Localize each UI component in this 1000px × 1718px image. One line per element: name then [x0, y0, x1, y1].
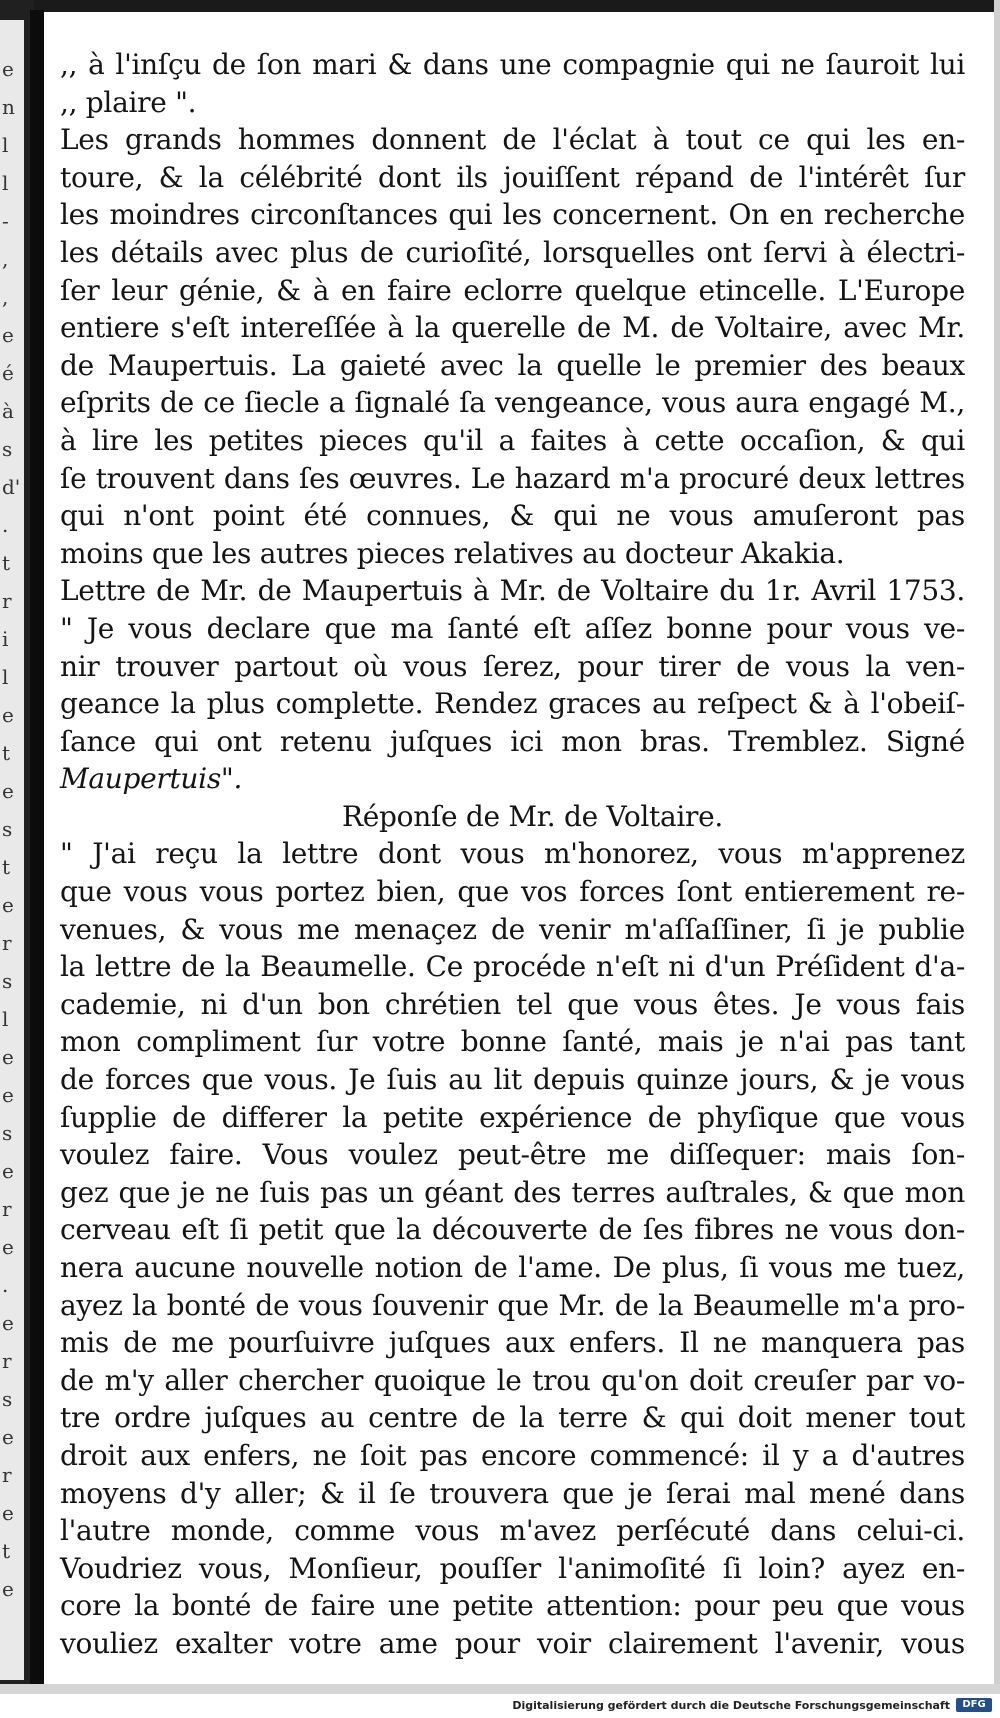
- fragment: ,: [2, 285, 9, 309]
- text-line: tre ordre juſques au centre de la terre & qui doit mener tout: [60, 1401, 965, 1435]
- fragment: r: [2, 931, 12, 955]
- page-right-edge: [994, 0, 1000, 1690]
- fragment: s: [2, 969, 13, 993]
- fragment: t: [2, 741, 11, 765]
- fragment: l: [2, 1007, 9, 1031]
- fragment: ,: [2, 247, 9, 271]
- text-line: nir trouver partout où vous ſerez, pour tirer de vous la ven-: [60, 649, 965, 683]
- fragment: -: [2, 209, 9, 233]
- page-frame-top: [0, 0, 1000, 12]
- fragment: r: [2, 1463, 12, 1487]
- fragment: s: [2, 437, 13, 461]
- text-line: ayez la bonté de vous ſouvenir que Mr. de la Beaumelle m'a pro-: [60, 1288, 965, 1322]
- text-line: cademie, ni d'un bon chrétien tel que vous êtes. Je vous fais: [60, 987, 965, 1021]
- text-line: ſe trouvent dans ſes œuvres. Le hazard m'a procuré deux lettres: [60, 461, 965, 495]
- fragment: l: [2, 133, 9, 157]
- text-line: à lire les petites pieces qu'il a faites à cette occaſion, & qui: [60, 423, 965, 457]
- text-line: core la bonté de faire une petite attention: pour peu que vous: [60, 1589, 965, 1623]
- text-line: moins que les autres pieces relatives au docteur Akakia.: [60, 536, 845, 570]
- text-line: cerveau eſt ſi petit que la découverte de ſes fibres ne vous don-: [60, 1213, 965, 1247]
- fragment: r: [2, 589, 12, 613]
- fragment: i: [2, 627, 9, 651]
- text-line: Voudriez vous, Monſieur, pouſſer l'animoſité ſi loin? ayez en-: [60, 1551, 965, 1585]
- page-bottom-edge: [0, 1684, 1000, 1694]
- text-line: nera aucune nouvelle notion de l'ame. De plus, ſi vous me tuez,: [60, 1251, 965, 1284]
- fragment: t: [2, 1539, 11, 1563]
- fragment: s: [2, 1121, 13, 1145]
- fragment: e: [2, 893, 14, 917]
- text-line: de Maupertuis. La gaieté avec la quelle le premier des beaux: [60, 348, 965, 382]
- fragment: e: [2, 1235, 14, 1259]
- digitization-credit: Digitalisierung gefördert durch die Deutsche Forschungsgemeinschaft: [512, 1699, 950, 1712]
- text-line: que vous vous portez bien, que vos forces ſont entierement re-: [60, 875, 965, 909]
- fragment: e: [2, 1425, 14, 1449]
- previous-page-fragments: [2, 50, 22, 1608]
- text-line: Les grands hommes donnent de l'éclat à tout ce qui les en-: [60, 123, 965, 157]
- text-line: venues, & vous me menaçez de venir m'aſſaſſiner, ſi je publie: [60, 912, 965, 946]
- text-line: " J'ai reçu la lettre dont vous m'honorez, vous m'apprenez: [60, 837, 965, 871]
- fragment: t: [2, 551, 11, 575]
- text-line: ,, plaire ".: [60, 85, 197, 119]
- text-line: de m'y aller chercher quoique le trou qu'on doit creuſer par vo-: [60, 1363, 965, 1397]
- text-line: geance la plus complette. Rendez graces au reſpect & à l'obeiſ-: [60, 687, 965, 721]
- text-line: mon compliment ſur votre bonne ſanté, mais je n'ai pas tant: [60, 1025, 965, 1059]
- text-line: entiere s'eſt intereſſée à la querelle de M. de Voltaire, avec Mr.: [60, 311, 965, 345]
- fragment: e: [2, 779, 14, 803]
- text-line: toure, & la célébrité dont ils jouiſſent répand de l'intérêt ſur: [60, 160, 965, 194]
- fragment: e: [2, 57, 14, 81]
- text-line: eſprits de ce ſiecle a ſignalé ſa vengeance, vous aura engagé M.,: [60, 386, 965, 420]
- text-line: les moindres circonſtances qui les concernent. On en recherche: [60, 198, 965, 232]
- fragment: r: [2, 1197, 12, 1221]
- letter-heading: Lettre de Mr. de Maupertuis à Mr. de Voltaire du 1r. Avril 1753.: [60, 574, 965, 608]
- fragment: .: [2, 1273, 9, 1297]
- text-line: " Je vous declare que ma ſanté eſt aſſez bonne pour vous ve-: [60, 611, 965, 645]
- text-line: mis de me pourſuivre juſques aux enfers. Il ne manquera pas: [60, 1326, 965, 1360]
- fragment: l: [2, 171, 9, 195]
- reply-heading: Réponſe de Mr. de Voltaire.: [342, 799, 723, 833]
- fragment: e: [2, 323, 14, 347]
- text-line: ſupplie de differer la petite expérience de phyſique que vous: [60, 1100, 965, 1134]
- text-line: moyens d'y aller; & il ſe trouvera que je ſerai mal mené dans: [60, 1476, 965, 1510]
- text-line: gez que je ne ſuis pas un géant des terres auſtrales, & que mon: [60, 1175, 965, 1209]
- gutter-shadow: [30, 10, 44, 1690]
- fragment: à: [2, 399, 14, 423]
- fragment: e: [2, 1311, 14, 1335]
- text-line: la lettre de la Beaumelle. Ce procéde n'eſt ni d'un Préſident d'a-: [60, 950, 965, 984]
- text-line: droit aux enfers, ne ſoit pas encore commencé: il y a d'autres: [60, 1438, 965, 1472]
- text-line: l'autre monde, comme vous m'avez perſécuté dans celui-ci.: [60, 1514, 965, 1548]
- fragment: e: [2, 1045, 14, 1069]
- fragment: .: [2, 513, 9, 537]
- text-line: qui n'ont point été connues, & qui ne vous amuſeront pas: [60, 499, 965, 533]
- fragment: e: [2, 1501, 14, 1525]
- text-line: les détails avec plus de curioſité, lorsquelles ont ſervi à électri-: [60, 235, 965, 269]
- fragment: e: [2, 703, 14, 727]
- text-line: ,, à l'inſçu de ſon mari & dans une compagnie qui ne ſauroit lui: [60, 48, 965, 81]
- fragment: d': [2, 475, 21, 499]
- fragment: s: [2, 1387, 13, 1411]
- fragment: s: [2, 817, 13, 841]
- fragment: e: [2, 1159, 14, 1183]
- page-body: [60, 46, 965, 1663]
- fragment: t: [2, 855, 11, 879]
- text-line: voulez faire. Vous voulez peut-être me diſſequer: mais ſon-: [60, 1138, 965, 1172]
- fragment: n: [2, 95, 15, 119]
- text-line: ſance qui ont retenu juſques ici mon bras. Tremblez. Signé: [60, 724, 965, 758]
- dfg-logo-icon: DFG: [956, 1698, 992, 1712]
- text-line: ſer leur génie, & à en faire eclorre quelque etincelle. L'Europe: [60, 273, 965, 307]
- fragment: l: [2, 665, 9, 689]
- signature-line: Maupertuis".: [60, 762, 243, 796]
- text-line: vouliez exalter votre ame pour voir clairement l'avenir, vous: [60, 1626, 965, 1660]
- fragment: e: [2, 1083, 14, 1107]
- text-line: de forces que vous. Je ſuis au lit depuis quinze jours, & je vous: [60, 1063, 965, 1097]
- fragment: é: [2, 361, 14, 385]
- fragment: e: [2, 1577, 14, 1601]
- fragment: r: [2, 1349, 12, 1373]
